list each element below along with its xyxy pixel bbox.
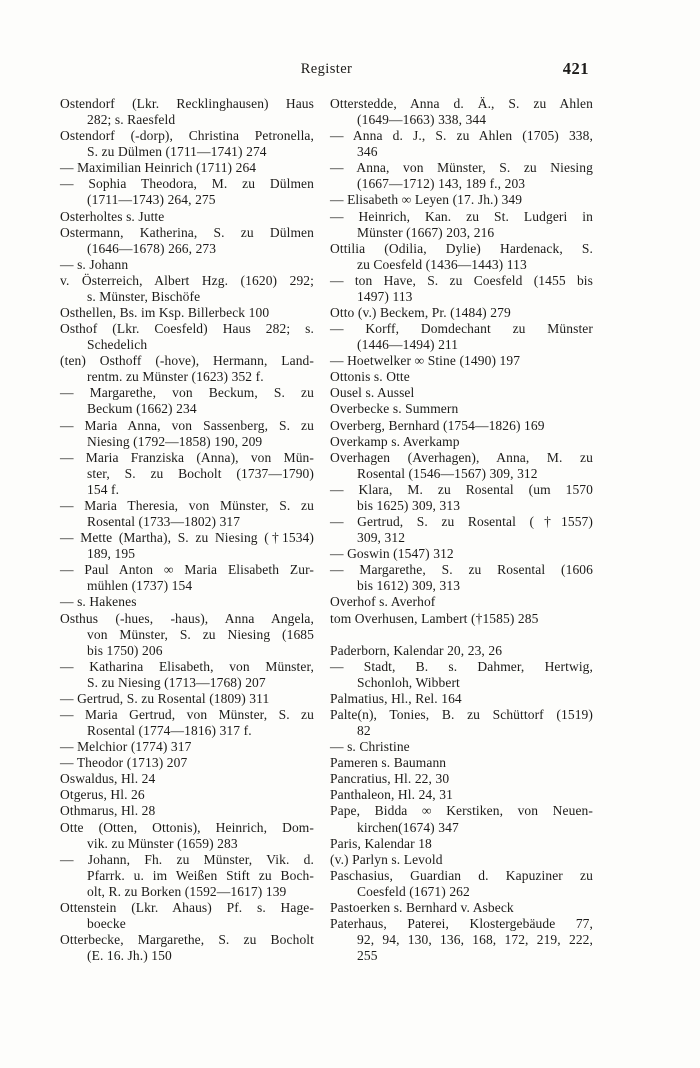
index-entry-line: zu Coesfeld (1436—1443) 113: [357, 256, 527, 272]
index-entry: [60, 305, 314, 321]
index-entry: [60, 852, 314, 900]
index-entry: [330, 868, 593, 900]
index-entry-line: Otterstedde, Anna d. Ä., S. zu Ahlen: [330, 96, 593, 111]
index-entry-line: Overberg, Bernhard (1754—1826) 169: [330, 417, 545, 433]
index-entry-line: — Maria Gertrud, von Münster, S. zu: [60, 706, 314, 722]
running-title: Register: [300, 61, 353, 77]
index-entry: [60, 353, 314, 385]
index-entry-line: Rosental (1733—1802) 317: [87, 514, 241, 530]
index-entry: [330, 482, 593, 514]
index-entry-line: (v.) Parlyn s. Levold: [330, 851, 443, 867]
index-entry: [330, 739, 593, 755]
index-entry-line: — Paul Anton ∞ Maria Elisabeth Zur-: [60, 562, 314, 578]
index-entry-line: Overhagen (Averhagen), Anna, M. zu: [330, 449, 593, 465]
index-entry-line: (1446—1494) 211: [357, 337, 459, 353]
index-entry: [60, 209, 314, 225]
index-entry-line: Paterhaus, Paterei, Klostergebäude 77,: [330, 915, 593, 931]
index-entry-line: S. zu Niesing (1713—1768) 207: [87, 674, 266, 690]
index-entry: [60, 739, 314, 755]
index-entry-line: Niesing (1792—1858) 190, 209: [87, 433, 263, 449]
index-entry-line: Ostermann, Katherina, S. zu Dülmen: [60, 224, 314, 240]
index-entry: [60, 225, 314, 257]
page-number: 421: [562, 59, 589, 78]
index-entry-line: von Münster, S. zu Niesing (1685: [87, 626, 314, 642]
index-entry-line: 82: [357, 723, 371, 739]
index-entry: [330, 916, 593, 964]
index-entry: [330, 755, 593, 771]
index-entry-line: Pfarrk. u. im Weißen Stift zu Boch-: [87, 867, 314, 883]
index-entry: [330, 321, 593, 353]
index-entry-line: 189, 195: [87, 546, 136, 562]
index-entry-line: Paderborn, Kalendar 20, 23, 26: [330, 642, 503, 658]
index-entry-line: — s. Hakenes: [60, 594, 137, 610]
index-entry: [330, 659, 593, 691]
index-entry: [60, 160, 314, 176]
index-entry-line: Ottilia (Odilia, Dylie) Hardenack, S.: [330, 240, 593, 256]
index-entry: [60, 418, 314, 450]
index-entry-line: mühlen (1737) 154: [87, 578, 193, 594]
index-entry: [330, 450, 593, 482]
index-entry-line: — Gertrud, S. zu Rosental (†1557): [330, 514, 593, 530]
index-entry: [60, 659, 314, 691]
index-entry-line: — Anna, von Münster, S. zu Niesing: [330, 160, 593, 176]
index-entry-line: S. zu Dülmen (1711—1741) 274: [87, 144, 267, 160]
index-entry-line: — Margarethe, S. zu Rosental (1606: [330, 562, 593, 578]
index-entry: [330, 434, 593, 450]
index-entry: [60, 900, 314, 932]
index-entry-line: (1649—1663) 338, 344: [357, 112, 487, 128]
index-entry-line: — Maria Anna, von Sassenberg, S. zu: [60, 417, 314, 433]
index-entry-line: Otto (v.) Beckem, Pr. (1484) 279: [330, 305, 511, 321]
index-entry: [60, 611, 314, 659]
index-entry-line: Pameren s. Baumann: [330, 755, 447, 771]
index-entry-line: — Theodor (1713) 207: [60, 755, 188, 771]
index-entry-line: bis 1612) 309, 313: [357, 578, 461, 594]
index-entry: [330, 691, 593, 707]
index-entry-line: Ousel s. Aussel: [330, 385, 415, 401]
index-entry-line: — Klara, M. zu Rosental (um 1570: [330, 481, 593, 497]
index-entry: [60, 128, 314, 160]
index-entry: [60, 450, 314, 498]
index-entry: [60, 176, 314, 208]
index-entry: [330, 369, 593, 385]
index-entry-line: Paris, Kalendar 18: [330, 835, 432, 851]
index-entry-line: Otterbecke, Margarethe, S. zu Bocholt: [60, 932, 314, 948]
index-entry-line: Osthof (Lkr. Coesfeld) Haus 282; s.: [60, 321, 314, 337]
index-entry-line: (1646—1678) 266, 273: [87, 240, 217, 256]
index-entry-line: Overkamp s. Averkamp: [330, 433, 460, 449]
index-entry-line: — ton Have, S. zu Coesfeld (1455 bis: [330, 272, 593, 288]
index-entry-line: Beckum (1662) 234: [87, 401, 197, 417]
index-entry: [60, 498, 314, 530]
index-entry-line: v. Österreich, Albert Hzg. (1620) 292;: [60, 272, 314, 288]
index-entry: [60, 803, 314, 819]
index-entry-line: Ostendorf (Lkr. Recklinghausen) Haus: [60, 96, 314, 111]
index-entry-line: Palte(n), Tonies, B. zu Schüttorf (1519): [330, 706, 593, 722]
index-entry-line: Rosental (1774—1816) 317 f.: [87, 723, 252, 739]
index-entry-line: — Gertrud, S. zu Rosental (1809) 311: [60, 690, 270, 706]
index-entry: [330, 852, 593, 868]
page-header: [60, 61, 593, 81]
index-entry-line: rentm. zu Münster (1623) 352 f.: [87, 369, 264, 385]
index-entry-line: tom Overhusen, Lambert (†1585) 285: [330, 610, 539, 626]
index-entry: [330, 787, 593, 803]
index-entry-line: Schedelich: [87, 337, 148, 353]
index-entry-line: — Stadt, B. s. Dahmer, Hertwig,: [330, 658, 593, 674]
index-entry-line: olt, R. zu Borken (1592—1617) 139: [87, 883, 287, 899]
index-entry-line: Palmatius, Hl., Rel. 164: [330, 690, 462, 706]
index-entry-line: Pape, Bidda ∞ Kerstiken, von Neuen-: [330, 803, 593, 819]
index-entry: [330, 418, 593, 434]
index-entry: [330, 514, 593, 546]
index-entry-line: — Johann, Fh. zu Münster, Vik. d.: [60, 851, 314, 867]
index-entry-line: bis 1625) 309, 313: [357, 497, 461, 513]
index-entry: [330, 273, 593, 305]
index-entry: [60, 820, 314, 852]
index-entry-line: Oswaldus, Hl. 24: [60, 771, 156, 787]
index-entry-line: Osterholtes s. Jutte: [60, 208, 165, 224]
index-column-left: [60, 96, 314, 964]
index-entry: [330, 401, 593, 417]
index-entry-line: s. Münster, Bischöfe: [87, 288, 201, 304]
index-entry-line: Pastoerken s. Bernhard v. Asbeck: [330, 899, 514, 915]
index-entry: [330, 594, 593, 610]
index-entry: [330, 353, 593, 369]
index-entry: [60, 787, 314, 803]
index-entry: [330, 562, 593, 594]
index-entry: [330, 900, 593, 916]
index-entry-line: — Sophia Theodora, M. zu Dülmen: [60, 176, 314, 192]
index-entry-line: kirchen(1674) 347: [357, 819, 459, 835]
index-entry-line: Münster (1667) 203, 216: [357, 224, 495, 240]
index-entry-line: — Hoetwelker ∞ Stine (1490) 197: [330, 353, 521, 369]
index-entry-line: 346: [357, 144, 378, 160]
index-entry-line: — Anna d. J., S. zu Ahlen (1705) 338,: [330, 128, 593, 144]
index-entry: [330, 803, 593, 835]
index-entry-line: Pancratius, Hl. 22, 30: [330, 771, 450, 787]
index-entry: [60, 321, 314, 353]
index-entry: [330, 546, 593, 562]
index-entry-line: 309, 312: [357, 530, 406, 546]
index-entry: [330, 385, 593, 401]
index-entry: [330, 128, 593, 160]
index-entry-line: — s. Christine: [330, 739, 410, 755]
index-entry-line: (E. 16. Jh.) 150: [87, 948, 172, 964]
index-entry: [330, 305, 593, 321]
index-entry-line: (1711—1743) 264, 275: [87, 192, 216, 208]
index-entry-line: Rosental (1546—1567) 309, 312: [357, 465, 538, 481]
index-entry-line: — Maximilian Heinrich (1711) 264: [60, 160, 257, 176]
index-entry: [60, 771, 314, 787]
index-entry-line: vik. zu Münster (1659) 283: [87, 835, 238, 851]
index-entry: [330, 611, 593, 627]
index-entry-line: — Goswin (1547) 312: [330, 546, 454, 562]
index-entry-line: — s. Johann: [60, 256, 129, 272]
index-column-right: [330, 96, 593, 964]
index-entry-line: Ostendorf (-dorp), Christina Petronella,: [60, 128, 314, 144]
index-entry-line: Overhof s. Averhof: [330, 594, 436, 610]
index-entry: [60, 257, 314, 273]
index-entry: [330, 707, 593, 739]
index-entry: [330, 160, 593, 192]
index-entry: [330, 241, 593, 273]
index-entry: [60, 530, 314, 562]
index-entry-line: 255: [357, 948, 378, 964]
index-entry: [330, 209, 593, 241]
index-entry-line: 282; s. Raesfeld: [87, 112, 176, 128]
index-entry: [60, 932, 314, 964]
index-entry-line: 1497) 113: [357, 288, 413, 304]
index-entry-line: bis 1750) 206: [87, 642, 163, 658]
index-entry-line: ster, S. zu Bocholt (1737—1790): [87, 465, 314, 481]
index-entry-line: boecke: [87, 915, 126, 931]
index-entry-line: Othmarus, Hl. 28: [60, 803, 156, 819]
index-entry: [330, 643, 593, 659]
index-entry: [60, 594, 314, 610]
index-entry: [330, 96, 593, 128]
index-entry-line: 154 f.: [87, 481, 120, 497]
index-entry-line: Coesfeld (1671) 262: [357, 883, 470, 899]
section-spacer: [330, 627, 593, 643]
index-entry-line: Panthaleon, Hl. 24, 31: [330, 787, 453, 803]
index-entry-line: (1667—1712) 143, 189 f., 203: [357, 176, 526, 192]
index-entry-line: Overbecke s. Summern: [330, 401, 459, 417]
index-entry: [60, 385, 314, 417]
index-entry-line: — Maria Franziska (Anna), von Mün-: [60, 449, 314, 465]
index-entry-line: — Katharina Elisabeth, von Münster,: [60, 658, 314, 674]
index-entry: [60, 96, 314, 128]
index-entry-line: — Korff, Domdechant zu Münster: [330, 321, 593, 337]
index-entry: [60, 755, 314, 771]
index-entry-line: Schonloh, Wibbert: [357, 674, 460, 690]
index-entry-line: Osthellen, Bs. im Ksp. Billerbeck 100: [60, 305, 270, 321]
index-entry: [60, 707, 314, 739]
index-entry-line: — Maria Theresia, von Münster, S. zu: [60, 497, 314, 513]
index-entry-line: Osthus (-hues, -haus), Anna Angela,: [60, 610, 314, 626]
index-entry-line: 92, 94, 130, 136, 168, 172, 219, 222,: [357, 932, 593, 948]
index-entry-line: Ottonis s. Otte: [330, 369, 410, 385]
index-entry-line: — Melchior (1774) 317: [60, 739, 192, 755]
index-entry: [60, 562, 314, 594]
index-entry-line: Paschasius, Guardian d. Kapuziner zu: [330, 867, 593, 883]
index-entry-line: Otte (Otten, Ottonis), Heinrich, Dom-: [60, 819, 314, 835]
index-entry-line: — Heinrich, Kan. zu St. Ludgeri in: [330, 208, 593, 224]
index-entry: [60, 273, 314, 305]
index-entry: [60, 691, 314, 707]
index-entry: [330, 192, 593, 208]
index-entry: [330, 836, 593, 852]
index-entry-line: (ten) Osthoff (-hove), Hermann, Land-: [60, 353, 314, 369]
index-entry-line: — Mette (Martha), S. zu Niesing (†1534): [60, 530, 314, 546]
index-entry-line: Otgerus, Hl. 26: [60, 787, 145, 803]
index-entry: [330, 771, 593, 787]
index-entry-line: — Margarethe, von Beckum, S. zu: [60, 385, 314, 401]
index-entry-line: — Elisabeth ∞ Leyen (17. Jh.) 349: [330, 192, 523, 208]
index-entry-line: Ottenstein (Lkr. Ahaus) Pf. s. Hage-: [60, 899, 314, 915]
